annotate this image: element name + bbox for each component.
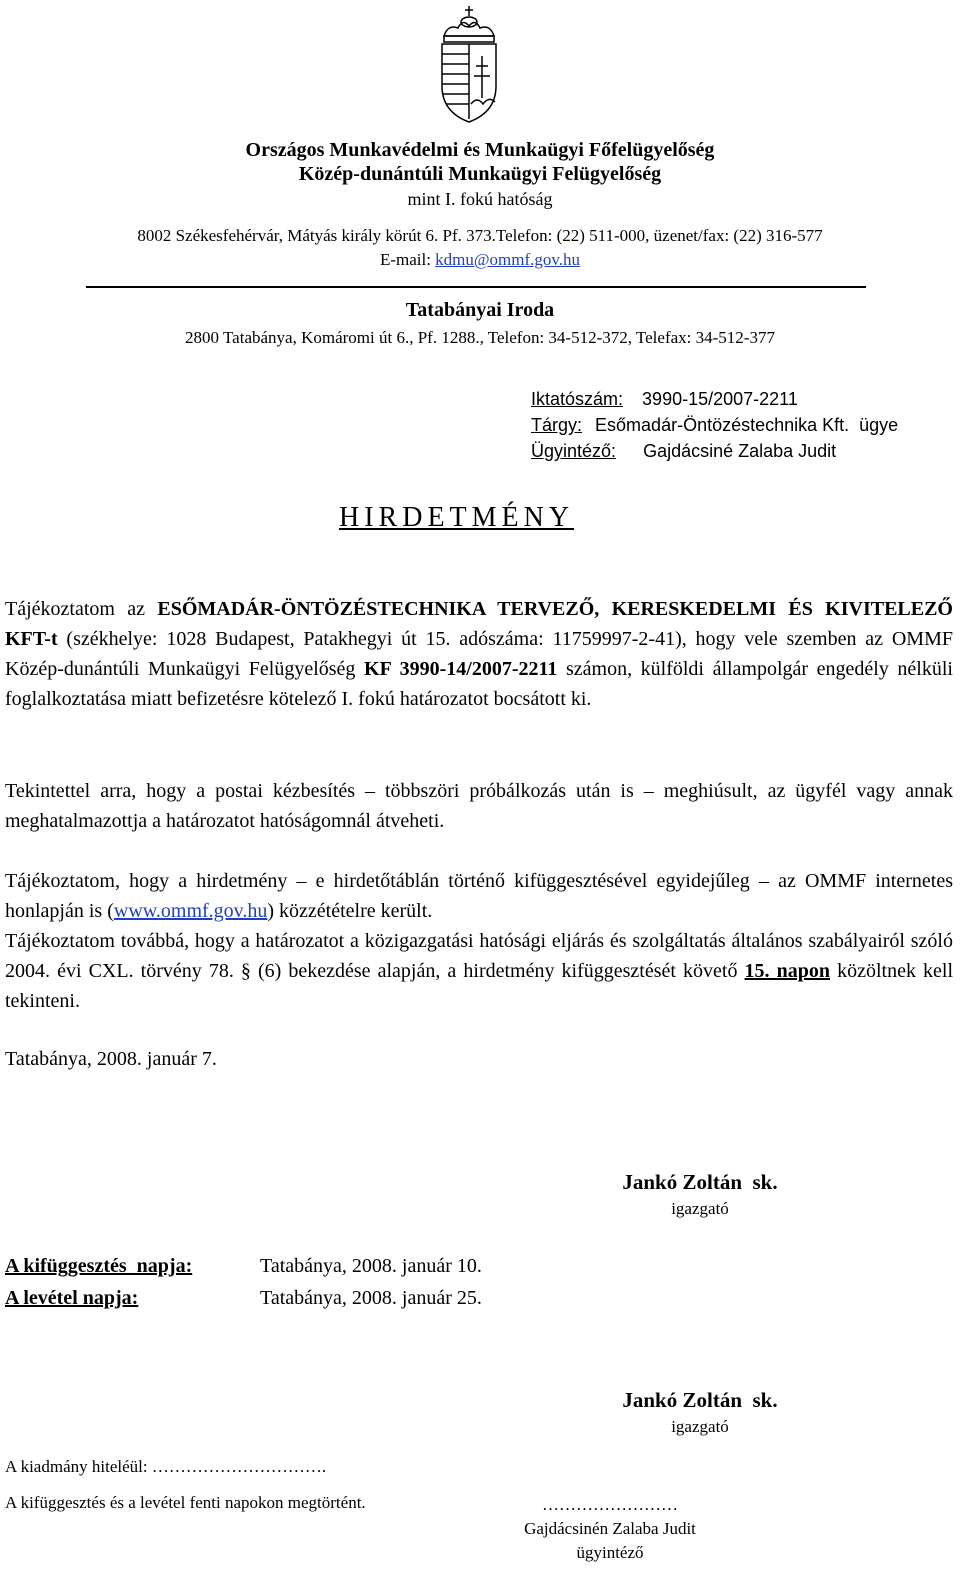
case-number: KF 3990-14/2007-2211 (364, 658, 558, 680)
document-title: HIRDETMÉNY (339, 502, 575, 533)
org-name: Országos Munkavédelmi és Munkaügyi Főfelügyelőség (245, 139, 715, 161)
certified-label: A kiadmány hiteléül: (5, 1457, 148, 1476)
header-divider (86, 286, 866, 288)
org-email-line (0, 250, 960, 270)
clerk-signature-block (495, 1493, 725, 1565)
clerk-value: Gajdácsiné Zalaba Judit (643, 441, 837, 461)
removed-value: Tatabánya, 2008. január 25. (260, 1287, 482, 1309)
office-title: Tatabányai Iroda (405, 299, 555, 321)
subject-row (531, 412, 951, 438)
issue-date: Tatabánya, 2008. január 7. (5, 1048, 217, 1070)
org-address: 8002 Székesfehérvár, Mátyás király körút 6. Pf. 373.Telefon: (22) 511-000, üzenet/fax: (22) 316-577 (137, 226, 823, 245)
clerk-signature-dots: …………………… (542, 1495, 678, 1514)
clerk-label: Ügyintéző: (531, 441, 617, 461)
posted-row (5, 1250, 482, 1282)
signatory-role-2: igazgató (671, 1417, 729, 1436)
org-authority: mint I. fokú hatóság (407, 189, 553, 209)
posted-label: A kifüggesztés napja: (5, 1255, 193, 1277)
email-label: E-mail: (379, 250, 436, 269)
paragraph-delivery: Tekintettel arra, hogy a postai kézbesítés – többszöri próbálkozás után is – meghiúsult, az ügyfél vagy annak meghatalmazottja a határozatot hatóságomnál átveheti. (5, 780, 953, 832)
subject-value: Esőmadár-Öntözéstechnika Kft. ügye (595, 415, 899, 435)
posting-confirmation: A kifüggesztés és a levétel fenti napokon megtörtént. (5, 1493, 366, 1512)
posting-dates (5, 1250, 482, 1314)
website-link[interactable]: www.ommf.gov.hu (113, 900, 268, 922)
email-link[interactable]: kdmu@ommf.gov.hu (435, 250, 581, 269)
clerk-row (531, 438, 951, 464)
signatory-name-2: Jankó Zoltán sk. (622, 1388, 778, 1412)
clerk-signature-role: ügyintéző (576, 1543, 644, 1562)
coat-of-arms-logo (436, 4, 502, 124)
document-meta (531, 386, 951, 464)
signatory-role: igazgató (671, 1199, 729, 1218)
org-subunit: Közép-dunántúli Munkaügyi Felügyelőség (298, 163, 662, 185)
paragraph-notice: Tájékoztatom az ESŐMADÁR-ÖNTÖZÉSTECHNIKA TERVEZŐ, KERESKEDELMI ÉS KIVITELEZŐ KFT-t (székhelye: 1028 Budapest, Patakhegyi út 15. adószáma: 11759997-2-41), hogy vele szemben az OMMF Közép-dunántúli Munkaügyi Felügyelőség KF 3990-14/2007-2211 számon, külföldi állampolgár engedély nélküli foglalkoztatása miatt befizetésre kötelező I. fokú határozatot bocsátott ki. (5, 598, 953, 710)
subject-label: Tárgy: (531, 415, 583, 435)
reference-label: Iktatószám: (531, 389, 624, 409)
paragraph-publication: Tájékoztatom, hogy a hirdetmény – e hirdetőtáblán történő kifüggesztésével egyidejűleg – az OMMF internetes honlapján is (www.ommf.gov.hu) közzétételre került. (5, 870, 953, 922)
removed-label: A levétel napja: (5, 1287, 139, 1309)
reference-value: 3990-15/2007-2211 (642, 389, 798, 409)
paragraph-legal: Tájékoztatom továbbá, hogy a határozatot a közigazgatási hatósági eljárás és szolgáltatás általános szabályairól szóló 2004. évi CXL. törvény 78. § (6) bekezdése alapján, a hirdetmény kifüggesztését követő 15. napon közöltnek kell tekinteni. (5, 930, 954, 1012)
certification-line (5, 1457, 326, 1477)
signature-block-2 (560, 1388, 840, 1437)
office-address: 2800 Tatabánya, Komáromi út 6., Pf. 1288., Telefon: 34-512-372, Telefax: 34-512-377 (185, 328, 775, 347)
removed-row (5, 1282, 482, 1314)
certified-dots: …………………………. (147, 1457, 327, 1476)
deadline-days: 15. napon (744, 960, 830, 982)
clerk-signature-name: Gajdácsinén Zalaba Judit (524, 1519, 696, 1538)
reference-row (531, 386, 951, 412)
signature-block (560, 1170, 840, 1219)
posted-value: Tatabánya, 2008. január 10. (260, 1255, 482, 1277)
company-name: ESŐMADÁR-ÖNTÖZÉSTECHNIKA TERVEZŐ, KERESKEDELMI ÉS KIVITELEZŐ KFT-t (5, 598, 953, 650)
signatory-name: Jankó Zoltán sk. (622, 1170, 778, 1194)
